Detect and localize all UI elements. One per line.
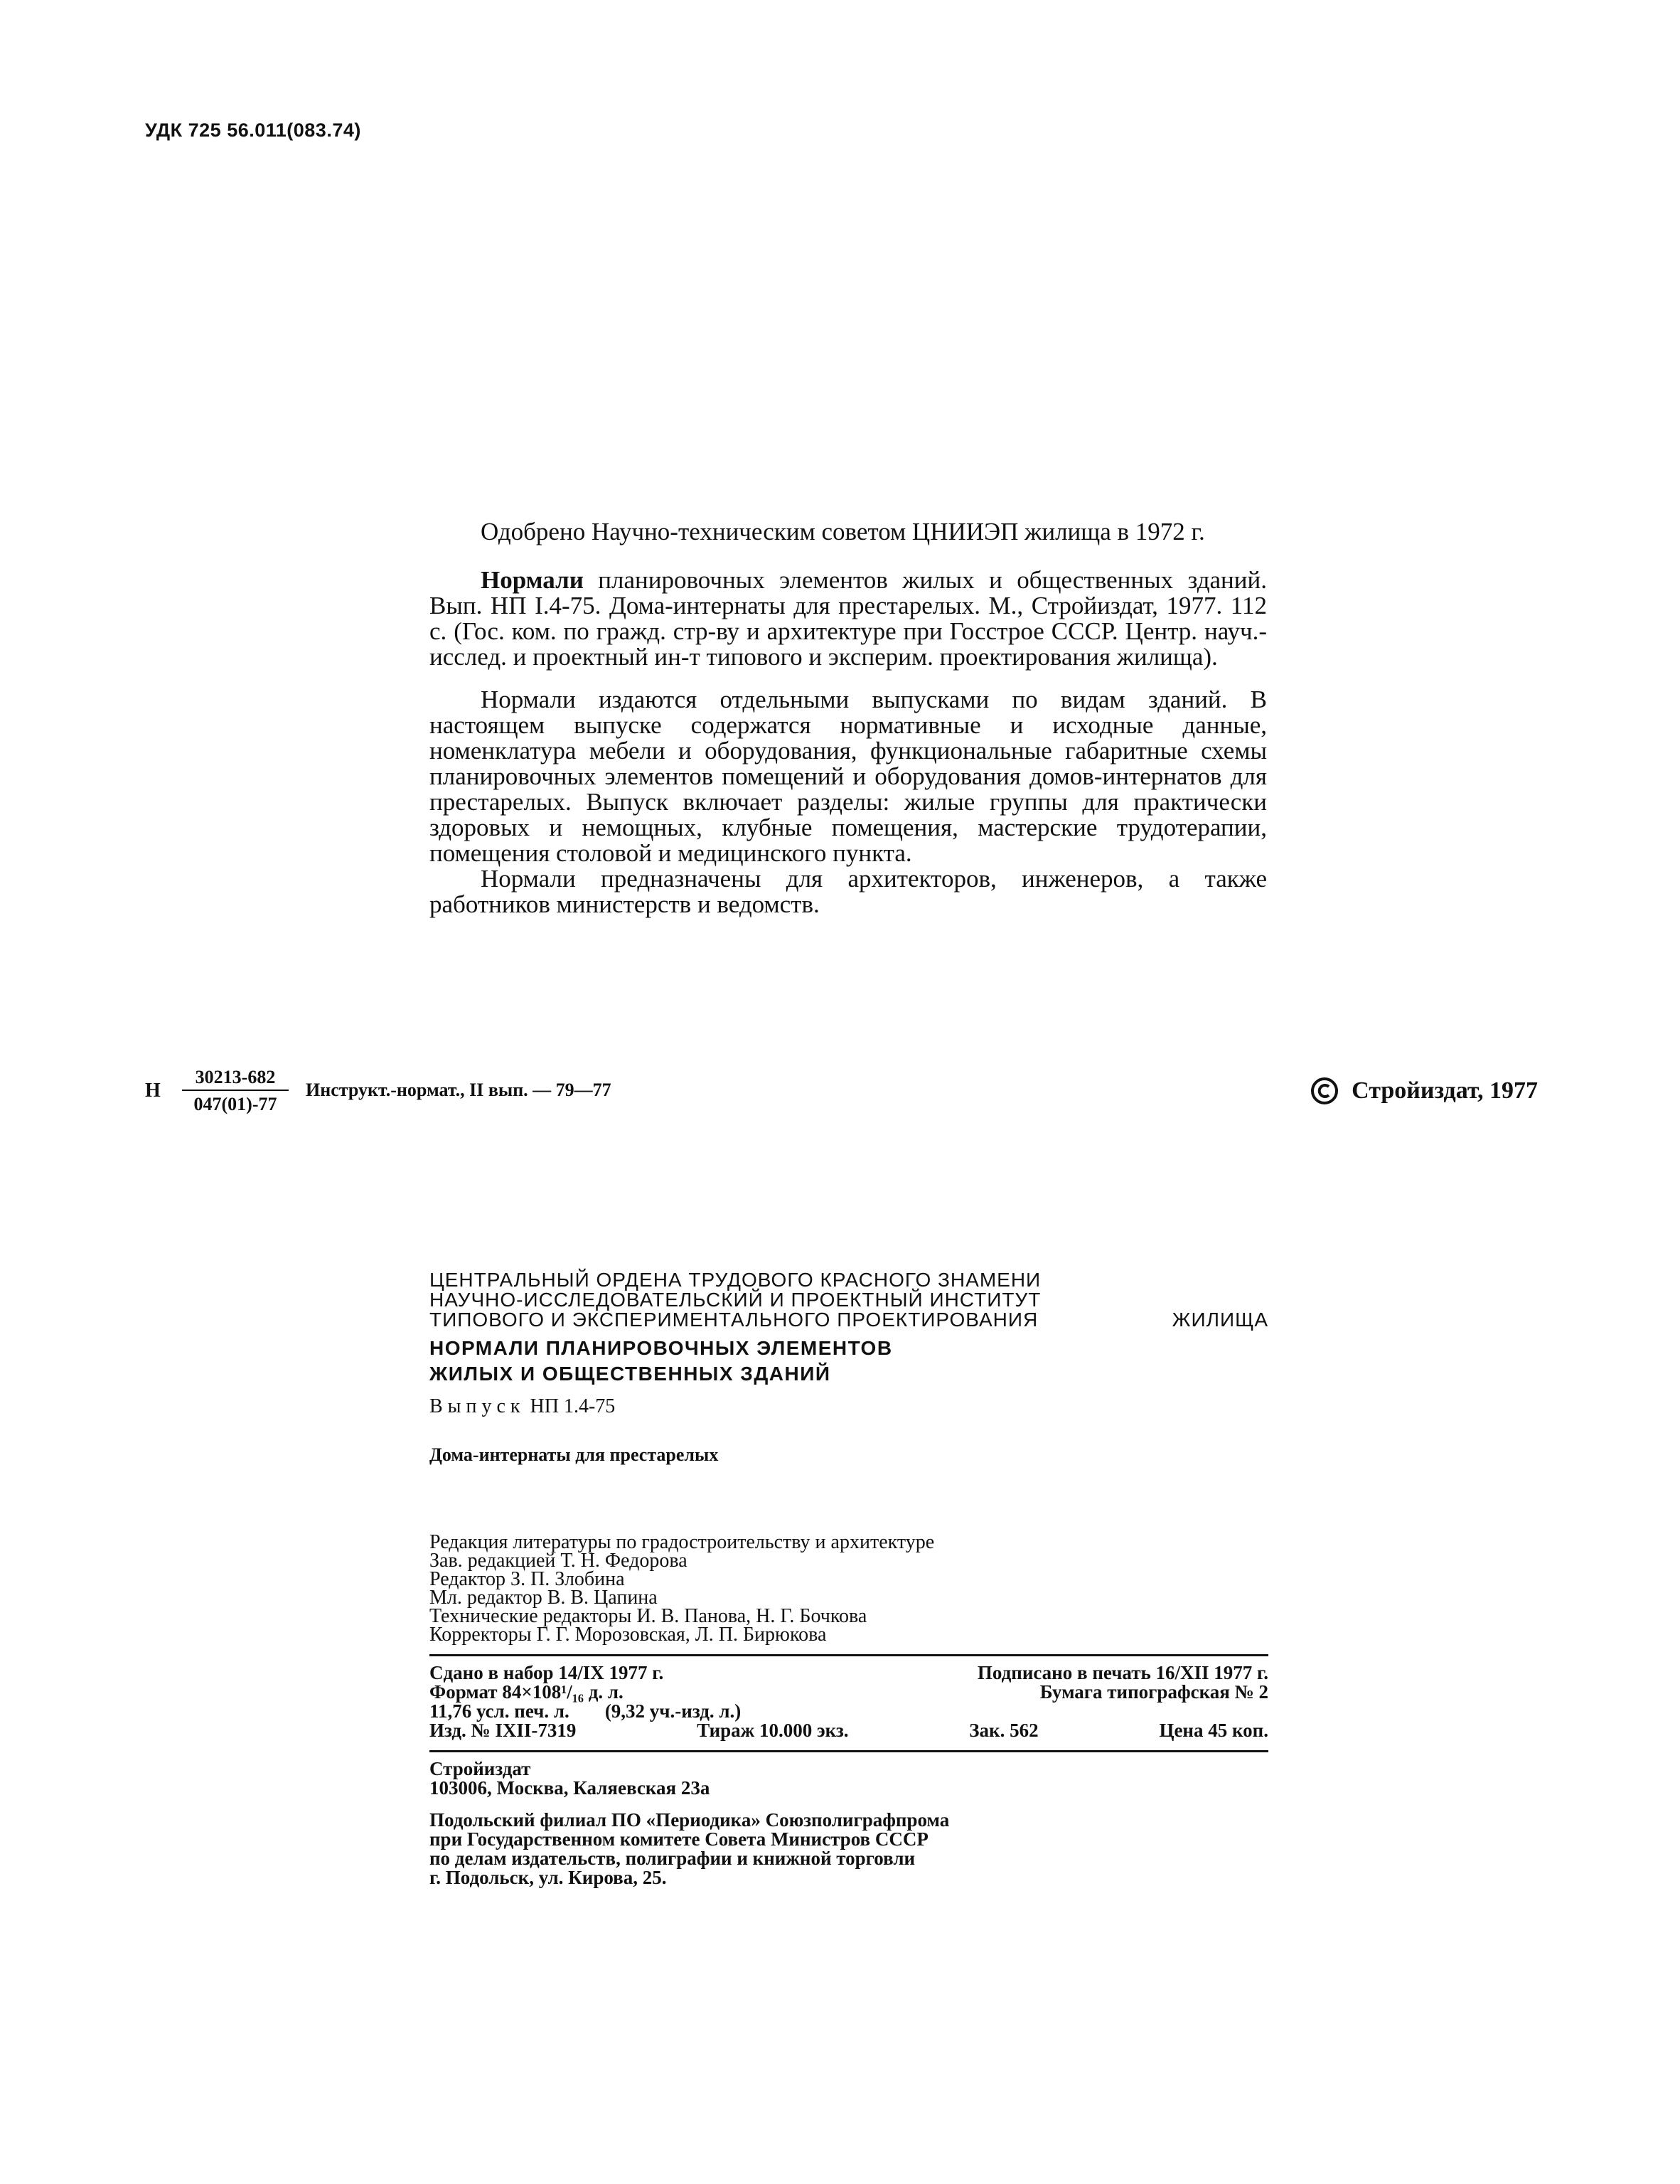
catalog-fraction (182, 1067, 289, 1115)
institute-name (429, 1270, 1268, 1330)
audience-paragraph: Нормали предназначены для архитекторов, инженеров, а также работников министерств и ведомств. (429, 865, 1267, 918)
institute-line: НАУЧНО-ИССЛЕДОВАТЕЛЬСКИЙ И ПРОЕКТНЫЙ ИНСТИТУТ (429, 1289, 1042, 1311)
institute-line (429, 1310, 1268, 1330)
book-title-line: ЖИЛЫХ И ОБЩЕСТВЕННЫХ ЗДАНИЙ (429, 1363, 831, 1385)
imprint-block (429, 1270, 1268, 1887)
citation-text: планировочных элементов жилых и общественных зданий. Вып. НП I.4-75. Дома-интернаты для престарелых. М., Стройиздат, 1977. 112 с. (Гос. ком. по гражд. стр-ву и архитектуре при Госстрое СССР. Центр. науч.-исслед. и проектный ин-т типового и эксперим. проектирования жилища). (429, 566, 1267, 671)
sent-date: Сдано в набор 14/IX 1977 г. (429, 1662, 664, 1683)
publisher-info (429, 1759, 1268, 1798)
printer-line: по делам издательств, полиграфии и книжной торговли (429, 1848, 916, 1869)
printed-sheets: 11,76 усл. печ. л. (429, 1700, 569, 1722)
catalog-text: Инструкт.-нормат., II вып. — 79—77 (306, 1080, 611, 1100)
copyright-notice (1310, 1077, 1538, 1105)
book-title (429, 1336, 1268, 1387)
bibliographic-citation (429, 568, 1267, 670)
institute-line-part: ТИПОВОГО И ЭКСПЕРИМЕНТАЛЬНОГО ПРОЕКТИРОВАНИЯ (429, 1309, 1039, 1331)
issue-line (429, 1397, 1268, 1417)
print-run: Тираж 10.000 экз. (697, 1720, 849, 1741)
publisher-address: 103006, Москва, Каляевская 23а (429, 1777, 710, 1799)
citation-keyword: Нормали (481, 566, 584, 594)
details-row (429, 1721, 1268, 1740)
institute-line-part: ЖИЛИЩА (1172, 1309, 1268, 1331)
abstract-block (429, 519, 1267, 917)
catalog-denominator: 047(01)-77 (193, 1094, 277, 1114)
publisher-name: Стройиздат (429, 1758, 531, 1779)
printer-line: при Государственном комитете Совета Министров СССР (429, 1828, 929, 1850)
book-subtitle: Дома-интернаты для престарелых (429, 1444, 719, 1465)
staff-line: Зав. редакцией Т. Н. Федорова (429, 1550, 687, 1572)
publisher-sheets: (9,32 уч.-изд. л.) (604, 1700, 742, 1722)
printer-line: г. Подольск, ул. Кирова, 25. (429, 1867, 667, 1888)
printer-line: Подольский филиал ПО «Периодика» Союзполиграфпрома (429, 1809, 950, 1831)
divider (429, 1654, 1268, 1656)
page-format: Формат 84×108¹/₁₆ д. л. (429, 1681, 624, 1703)
staff-line: Корректоры Г. Г. Морозовская, Л. П. Бирюкова (429, 1624, 827, 1646)
staff-line: Редакция литературы по градостроительству и архитектуре (429, 1531, 935, 1553)
edition-number: Изд. № IXII-7319 (429, 1720, 577, 1741)
staff-line: Технические редакторы И. В. Панова, Н. Г. Бочкова (429, 1605, 867, 1627)
udk-code: УДК 725 56.011(083.74) (145, 119, 361, 141)
details-row (429, 1683, 1268, 1702)
book-title-line: НОРМАЛИ ПЛАНИРОВОЧНЫХ ЭЛЕМЕНТОВ (429, 1337, 893, 1359)
divider (429, 1750, 1268, 1752)
catalog-letter: Н (145, 1080, 161, 1102)
details-row (429, 1663, 1268, 1683)
printer-info (429, 1811, 1268, 1887)
institute-line: ЦЕНТРАЛЬНЫЙ ОРДЕНА ТРУДОВОГО КРАСНОГО ЗНАМЕНИ (429, 1269, 1042, 1291)
staff-line: Мл. редактор В. В. Цапина (429, 1587, 658, 1609)
copyright-icon (1310, 1077, 1339, 1105)
price: Цена 45 коп. (1159, 1720, 1268, 1741)
copyright-text: Стройиздат, 1977 (1352, 1077, 1538, 1104)
catalog-numerator: 30213-682 (182, 1067, 289, 1091)
order-number: Зак. 562 (969, 1720, 1039, 1741)
signed-date: Подписано в печать 16/XII 1977 г. (977, 1662, 1268, 1683)
editorial-staff (429, 1533, 1268, 1644)
publication-details (429, 1663, 1268, 1740)
description-paragraph: Нормали издаются отдельными выпусками по видам зданий. В настоящем выпуске содержатся нормативные и исходные данные, номенклатура мебели и оборудования, функциональные габаритные схемы планировочных элементов помещений и оборудования домов-интернатов для престарелых. Выпуск включает разделы: жилые группы для практически здоровых и немощных, клубные помещения, мастерские трудотерапии, помещения столовой и медицинского пункта. (429, 686, 1267, 867)
staff-line: Редактор З. П. Злобина (429, 1568, 625, 1590)
details-row (429, 1702, 1268, 1721)
issue-code: НП 1.4-75 (530, 1395, 616, 1417)
issue-word: Выпуск (429, 1395, 525, 1417)
paper-type: Бумага типографская № 2 (1039, 1681, 1268, 1703)
approval-note: Одобрено Научно-техническим советом ЦНИИЭП жилища в 1972 г. (481, 518, 1205, 545)
